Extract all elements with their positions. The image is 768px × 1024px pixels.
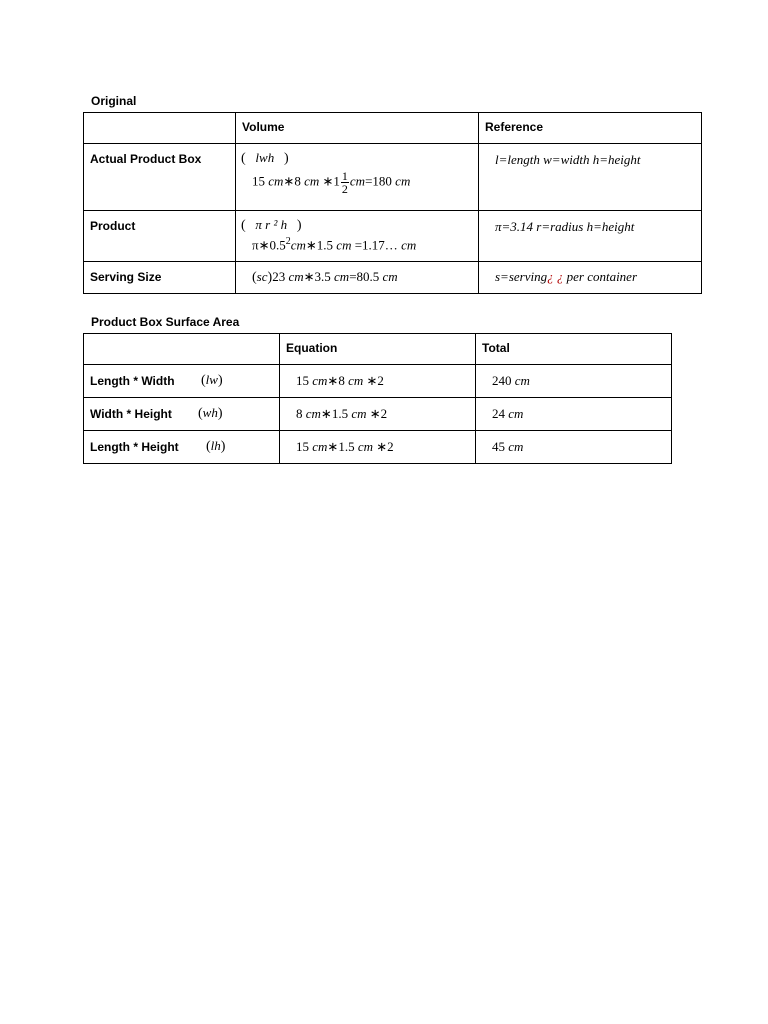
equation: (sc)23 cm∗3.5 cm=80.5 cm (252, 269, 398, 285)
eq-unit: cm (401, 237, 417, 253)
formula-text: π r ² h (255, 217, 288, 232)
eq-part: ∗2 (376, 439, 394, 454)
eq-part: 15 (252, 173, 265, 189)
row-label-cell (84, 398, 280, 431)
eq-part: π∗0.5 (252, 237, 286, 253)
exponent: 2 (285, 236, 291, 247)
equation (252, 170, 410, 195)
table-row (84, 398, 672, 431)
total-cell (476, 398, 672, 431)
header-reference: Reference (479, 113, 702, 144)
eq-unit: cm (351, 406, 367, 421)
reference-text (495, 269, 637, 285)
eq-part: ∗8 (283, 173, 301, 189)
equation-cell (280, 398, 476, 431)
row-label-cell (84, 431, 280, 464)
total-value: 45 (492, 439, 505, 454)
total (492, 439, 523, 455)
eq-part: ∗3.5 (303, 269, 331, 284)
reference-error-glyph: ¿ ¿ (547, 269, 564, 284)
fraction-numerator: 1 (341, 169, 348, 183)
header-total: Total (476, 334, 672, 365)
formula-text: sc (256, 269, 268, 284)
eq-unit: cm (305, 406, 321, 421)
eq-part: =80.5 (349, 269, 380, 284)
eq-unit: cm (382, 269, 398, 284)
formula: ( π r ² h ) (241, 217, 302, 233)
reference-cell (479, 262, 702, 294)
eq-unit: cm (288, 269, 304, 284)
eq-unit: cm (312, 373, 328, 388)
equation (296, 406, 387, 422)
row-label: Product (84, 211, 236, 262)
total-unit: cm (508, 439, 524, 454)
equation (296, 439, 394, 455)
table-row (84, 365, 672, 398)
reference-text: l=length w=width h=height (495, 152, 641, 167)
total-unit: cm (514, 373, 530, 388)
original-caption: Original (91, 94, 137, 108)
total-cell (476, 431, 672, 464)
row-label: Length * Width (90, 374, 175, 388)
row-symbol: (wh) (198, 405, 223, 421)
eq-part: 15 (296, 439, 309, 454)
eq-part: ∗2 (369, 406, 388, 421)
table-row (84, 211, 702, 262)
total-cell (476, 365, 672, 398)
eq-part: ∗1.5 (305, 237, 334, 253)
reference-part: per container (566, 269, 638, 284)
volume-table (83, 112, 702, 294)
eq-unit: cm (304, 173, 320, 189)
symbol-text: lw (205, 372, 218, 387)
eq-part: 23 (272, 269, 286, 284)
row-label-cell (84, 365, 280, 398)
eq-part: =180 (365, 173, 392, 189)
table-header-row (84, 334, 672, 365)
header-blank (84, 334, 280, 365)
volume-cell (236, 144, 479, 211)
volume-cell (236, 262, 479, 294)
reference-cell (479, 211, 702, 262)
eq-unit: cm (349, 173, 366, 189)
row-label: Width * Height (90, 407, 172, 421)
eq-unit: cm (268, 173, 284, 189)
row-symbol: (lw) (201, 372, 223, 388)
eq-part: ∗1.5 (327, 439, 355, 454)
fraction (341, 170, 349, 195)
equation (296, 373, 384, 389)
header-blank (84, 113, 236, 144)
surface-table (83, 333, 672, 464)
eq-unit: cm (336, 237, 352, 253)
symbol-text: wh (202, 405, 218, 420)
eq-unit: cm (395, 173, 411, 189)
equation (252, 236, 416, 253)
table-row (84, 431, 672, 464)
table-header-row (84, 113, 702, 144)
equation-cell (280, 365, 476, 398)
table-row (84, 262, 702, 294)
header-equation: Equation (280, 334, 476, 365)
eq-unit: cm (290, 237, 306, 253)
row-label: Length * Height (90, 440, 179, 454)
eq-part: ∗8 (327, 373, 345, 388)
total (492, 406, 523, 422)
fraction-denominator: 2 (341, 182, 348, 196)
symbol-text: lh (210, 438, 221, 453)
row-label: Actual Product Box (84, 144, 236, 211)
reference-text: π=3.14 r=radius h=height (495, 219, 635, 234)
equation-cell (280, 431, 476, 464)
eq-part: 8 (296, 406, 303, 421)
volume-cell (236, 211, 479, 262)
surface-caption: Product Box Surface Area (91, 315, 240, 329)
total-value: 240 (492, 373, 512, 388)
eq-unit: cm (312, 439, 328, 454)
total-value: 24 (492, 406, 505, 421)
eq-part: ∗2 (366, 373, 384, 388)
header-volume: Volume (236, 113, 479, 144)
eq-unit: cm (357, 439, 373, 454)
total-unit: cm (508, 406, 524, 421)
reference-cell (479, 144, 702, 211)
total (492, 373, 530, 389)
eq-part: 15 (296, 373, 309, 388)
row-symbol: (lh) (206, 438, 226, 454)
table-row (84, 144, 702, 211)
eq-unit: cm (334, 269, 350, 284)
formula-text: lwh (255, 150, 275, 165)
formula: ( lwh ) (241, 150, 289, 166)
row-label: Serving Size (84, 262, 236, 294)
reference-part: s=serving (495, 269, 548, 284)
eq-part: =1.17… (354, 237, 398, 253)
eq-part: ∗1.5 (320, 406, 349, 421)
eq-part: ∗1 (322, 173, 340, 189)
eq-unit: cm (348, 373, 364, 388)
